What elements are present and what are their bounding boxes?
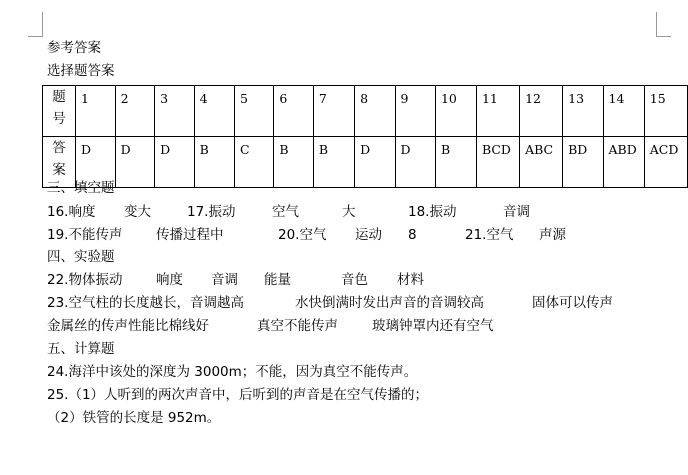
number-cell: 12: [520, 86, 563, 137]
answer-cell: ABD: [603, 137, 644, 188]
answer-21-b: 声源: [539, 227, 566, 243]
section-experiment-heading: 四、实验题: [47, 249, 115, 265]
header-char: 答: [52, 140, 66, 156]
header-char: 号: [52, 111, 66, 127]
answer-22-d: 能量: [264, 272, 291, 288]
answer-23: 23.空气柱的长度越长，音调越高: [47, 295, 244, 311]
number-cell: 11: [476, 86, 519, 137]
number-cell: 6: [274, 86, 313, 137]
number-cell: 8: [355, 86, 395, 137]
number-cell: 14: [603, 86, 644, 137]
answer-16: 16.响度: [47, 204, 96, 220]
page-title: 参考答案: [47, 40, 101, 56]
answer-cell: ACD: [644, 137, 687, 188]
section-choice-heading: 选择题答案: [47, 63, 115, 79]
answer-20-b: 运动: [355, 227, 382, 243]
answer-22-c: 音调: [211, 272, 238, 288]
answer-cell: B: [274, 137, 313, 188]
number-cell: 1: [76, 86, 116, 137]
table-row-answers: [43, 137, 688, 188]
answer-cell: D: [76, 137, 116, 188]
number-cell: 10: [435, 86, 476, 137]
answer-17-b: 空气: [272, 204, 299, 220]
answer-22-f: 材料: [397, 272, 424, 288]
number-cell: 3: [155, 86, 195, 137]
answer-line-25: 25.（1）人听到的两次声音中，后听到的声音是在空气传播的；: [47, 387, 429, 403]
number-cell: 13: [563, 86, 603, 137]
number-cell: 2: [115, 86, 155, 137]
header-char: 题: [52, 89, 66, 105]
number-cell: 7: [313, 86, 354, 137]
answer-19-b: 传播过程中: [156, 227, 224, 243]
answer-line-24: 24.海洋中该处的深度为 3000m；不能，因为真空不能传声。: [47, 364, 418, 380]
answer-20: 20.空气: [278, 227, 327, 243]
answer-23-c: 固体可以传声: [532, 295, 613, 311]
answer-21: 21.空气: [465, 227, 514, 243]
answer-table: [42, 85, 688, 188]
answer-cell: B: [194, 137, 234, 188]
answer-22-b: 响度: [156, 272, 183, 288]
answer-22-e: 音色: [341, 272, 368, 288]
answer-20-c: 8: [408, 227, 417, 243]
section-calc-heading: 五、计算题: [47, 341, 115, 357]
answer-cell: B: [313, 137, 354, 188]
answer-cell: C: [234, 137, 273, 188]
answer-22: 22.物体振动: [47, 272, 123, 288]
crop-mark-top-left: [28, 12, 43, 37]
answer-17-c: 大: [342, 204, 356, 220]
answer-line-25-cont: （2）铁管的长度是 952m。: [47, 410, 221, 426]
number-cell: 5: [234, 86, 273, 137]
header-cell-number: [43, 86, 76, 137]
crop-mark-top-right: [656, 12, 671, 37]
table-row-numbers: [43, 86, 688, 137]
section-fill-heading: 三、填空题: [47, 180, 115, 196]
header-char: 案: [52, 162, 66, 178]
answer-16-b: 变大: [124, 204, 151, 220]
answer-cell: D: [355, 137, 395, 188]
number-cell: 4: [194, 86, 234, 137]
answer-23-f: 玻璃钟罩内还有空气: [372, 318, 494, 334]
number-cell: 9: [395, 86, 435, 137]
answer-cell: D: [115, 137, 155, 188]
answer-cell: B: [435, 137, 476, 188]
answer-23-d: 金属丝的传声性能比棉线好: [47, 318, 209, 334]
answer-cell: BD: [563, 137, 603, 188]
answer-23-e: 真空不能传声: [257, 318, 338, 334]
answer-18: 18.振动: [408, 204, 457, 220]
answer-cell: D: [155, 137, 195, 188]
answer-19: 19.不能传声: [47, 227, 123, 243]
answer-17: 17.振动: [187, 204, 236, 220]
answer-23-b: 水快倒满时发出声音的音调较高: [295, 295, 484, 311]
answer-cell: ABC: [520, 137, 563, 188]
answer-cell: BCD: [476, 137, 519, 188]
number-cell: 15: [644, 86, 687, 137]
answer-18-b: 音调: [503, 204, 530, 220]
answer-cell: D: [395, 137, 435, 188]
